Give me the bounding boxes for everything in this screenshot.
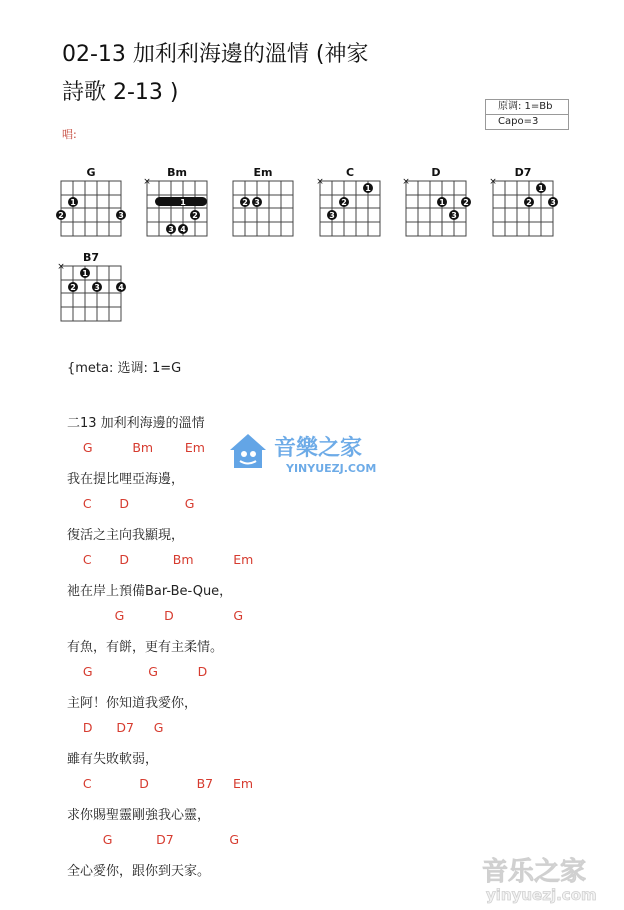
chord-line: D D7 G <box>67 720 164 735</box>
chord-diagram-d <box>396 166 476 246</box>
svg-text:3: 3 <box>94 283 100 292</box>
svg-text:1: 1 <box>180 198 186 207</box>
svg-text:2: 2 <box>526 198 532 207</box>
watermark-brand: 音樂之家 <box>274 436 363 461</box>
lyric-line: 我在提比哩亞海邊， <box>67 472 185 487</box>
watermark-corner-graphic <box>478 852 618 906</box>
song-subtitle: 二13 加利利海邊的溫情 <box>67 416 205 431</box>
chord-grid-d7 <box>483 166 563 246</box>
chord-diagram-d7 <box>483 166 563 246</box>
svg-text:3: 3 <box>550 198 556 207</box>
lyric-line: 主阿！你知道我愛你， <box>67 696 198 711</box>
chord-name: C <box>345 166 355 179</box>
svg-text:1: 1 <box>365 184 371 193</box>
chord-line: C D Bm Em <box>67 552 254 567</box>
chord-name: B7 <box>82 251 100 264</box>
chord-line: G G D <box>67 664 208 679</box>
svg-text:4: 4 <box>118 283 124 292</box>
chord-grid-c <box>310 166 390 246</box>
svg-text:×: × <box>143 177 151 187</box>
svg-text:3: 3 <box>451 211 457 220</box>
key-info-box <box>485 99 569 130</box>
title-line-1: 02-13 加利利海邊的溫情 (神家 <box>62 42 369 67</box>
chord-grid-b7 <box>51 251 131 331</box>
svg-text:1: 1 <box>439 198 445 207</box>
capo-info: Capo=3 <box>486 114 568 129</box>
svg-text:2: 2 <box>242 198 248 207</box>
svg-text:2: 2 <box>192 211 198 220</box>
chord-diagram-b7 <box>51 251 131 331</box>
chord-name: D <box>431 166 441 179</box>
chord-diagram-em <box>223 166 303 246</box>
chord-name: G <box>86 166 96 179</box>
watermark-site: YINYUEZJ.COM <box>286 462 377 475</box>
chord-grid-d <box>396 166 476 246</box>
svg-text:1: 1 <box>82 269 88 278</box>
chord-name: D7 <box>514 166 532 179</box>
chord-line: C D B7 Em <box>67 776 254 791</box>
lyric-line: 有魚，有餅，更有主柔情。 <box>67 640 224 655</box>
title-line-2: 詩歌 2-13 ) <box>62 80 179 105</box>
chord-name: Em <box>253 166 273 179</box>
watermark-corner-site: yinyuezj.com <box>486 886 597 904</box>
lyric-line: 祂在岸上預備Bar-Be-Que， <box>67 584 233 599</box>
svg-text:3: 3 <box>168 225 174 234</box>
svg-text:3: 3 <box>118 211 124 220</box>
svg-text:1: 1 <box>538 184 544 193</box>
song-title-heading <box>62 36 462 112</box>
chord-diagram-g <box>51 166 131 246</box>
lyric-line: 全心愛你，跟你到天家。 <box>67 864 211 879</box>
singer-label: 唱: <box>62 128 77 141</box>
svg-text:×: × <box>489 177 497 187</box>
watermark-center <box>226 428 396 476</box>
svg-text:1: 1 <box>70 198 76 207</box>
original-key: 原调: 1=Bb <box>498 101 553 112</box>
svg-text:3: 3 <box>254 198 260 207</box>
chord-diagram-bm <box>137 166 217 246</box>
svg-text:×: × <box>57 262 65 272</box>
chord-line: G Bm Em <box>67 440 205 455</box>
watermark-corner <box>478 852 618 906</box>
svg-text:×: × <box>402 177 410 187</box>
svg-text:2: 2 <box>341 198 347 207</box>
svg-text:4: 4 <box>180 225 186 234</box>
chord-line: G D G <box>67 608 244 623</box>
chord-grid-bm <box>137 166 217 246</box>
chord-grid-g <box>51 166 131 246</box>
chord-name: Bm <box>167 166 187 179</box>
chord-line: G D7 G <box>67 832 240 847</box>
house-logo-icon <box>226 428 396 476</box>
chord-grid-em <box>223 166 303 246</box>
svg-text:2: 2 <box>58 211 64 220</box>
lyric-line: 求你賜聖靈剛強我心靈， <box>67 808 211 823</box>
svg-text:3: 3 <box>329 211 335 220</box>
svg-text:2: 2 <box>463 198 469 207</box>
watermark-corner-brand: 音乐之家 <box>482 857 587 887</box>
svg-text:×: × <box>316 177 324 187</box>
lyric-line: 雖有失敗軟弱， <box>67 752 159 767</box>
meta-key-line: {meta: 选调: 1=G <box>67 361 182 376</box>
lyric-line: 復活之主向我顯現， <box>67 528 185 543</box>
svg-text:2: 2 <box>70 283 76 292</box>
chord-line: C D G <box>67 496 195 511</box>
chord-diagram-c <box>310 166 390 246</box>
